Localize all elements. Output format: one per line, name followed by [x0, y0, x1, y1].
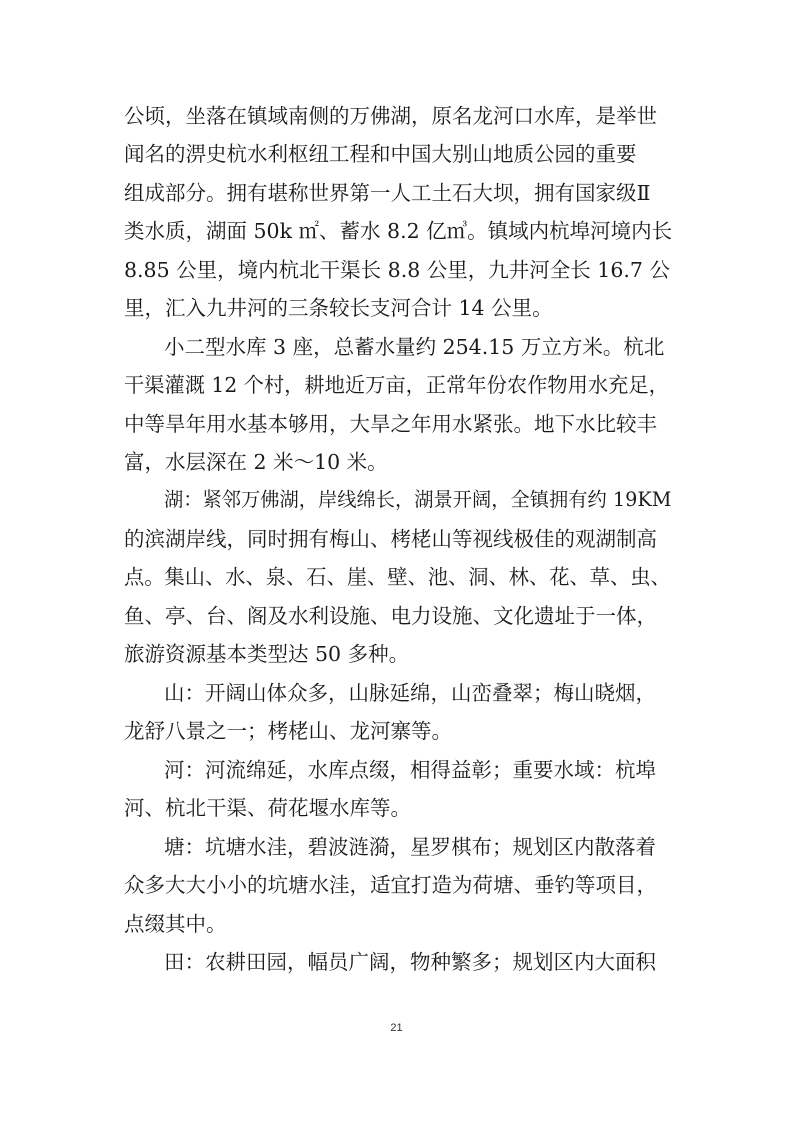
text-line-21: 众多大大小小的坑塘水洼，适宜打造为荷塘、垂钓等项目， [124, 873, 657, 897]
text-line-8: 干渠灌溉 12 个村，耕地近万亩，正常年份农作物用水充足， [124, 373, 669, 397]
text-line-10: 富，水层深在 2 米～10 米。 [124, 450, 388, 474]
text-line-17: 龙舒八景之一；栲栳山、龙河寨等。 [124, 719, 452, 743]
text-line-1: 公顷，坐落在镇域南侧的万佛湖，原名龙河口水库，是举世 [124, 104, 657, 128]
text-line-12: 的滨湖岸线，同时拥有梅山、栲栳山等视线极佳的观湖制高 [124, 527, 657, 551]
text-line-5: 8.85 公里，境内杭北干渠长 8.8 公里，九井河全长 16.7 公 [124, 258, 670, 282]
text-line-20: 塘：坑塘水洼，碧波涟漪，星罗棋布；规划区内散落着 [164, 835, 656, 859]
page-number: 21 [390, 1022, 403, 1034]
text-line-4: 类水质，湖面 50k ㎡、蓄水 8.2 亿㎥。镇域内杭埠河境内长 [124, 219, 673, 243]
text-line-14: 鱼、亭、台、阁及水利设施、电力设施、文化遗址于一体， [124, 604, 657, 628]
text-line-18: 河：河流绵延，水库点缀，相得益彰；重要水域：杭埠 [164, 758, 656, 782]
text-line-6: 里，汇入九井河的三条较长支河合计 14 公里。 [124, 296, 553, 320]
text-line-3: 组成部分。拥有堪称世界第一人工土石大坝，拥有国家级Ⅱ [124, 181, 651, 205]
text-line-22: 点缀其中。 [124, 912, 227, 936]
text-line-7: 小二型水库 3 座，总蓄水量约 254.15 万立方米。杭北 [164, 335, 665, 359]
text-line-9: 中等旱年用水基本够用，大旱之年用水紧张。地下水比较丰 [124, 412, 657, 436]
text-line-2: 闻名的淠史杭水利枢纽工程和中国大别山地质公园的重要 [124, 142, 637, 166]
text-line-23: 田：农耕田园，幅员广阔，物种繁多；规划区内大面积 [164, 950, 656, 974]
text-line-19: 河、杭北干渠、荷花堰水库等。 [124, 796, 411, 820]
text-line-13: 点。集山、水、泉、石、崖、壁、池、洞、林、花、草、虫、 [124, 565, 671, 589]
text-line-15: 旅游资源基本类型达 50 多种。 [124, 642, 410, 666]
text-line-11: 湖：紧邻万佛湖，岸线绵长，湖景开阔，全镇拥有约 19KM [164, 488, 672, 511]
text-line-16: 山：开阔山体众多，山脉延绵，山峦叠翠；梅山晓烟， [164, 681, 656, 705]
